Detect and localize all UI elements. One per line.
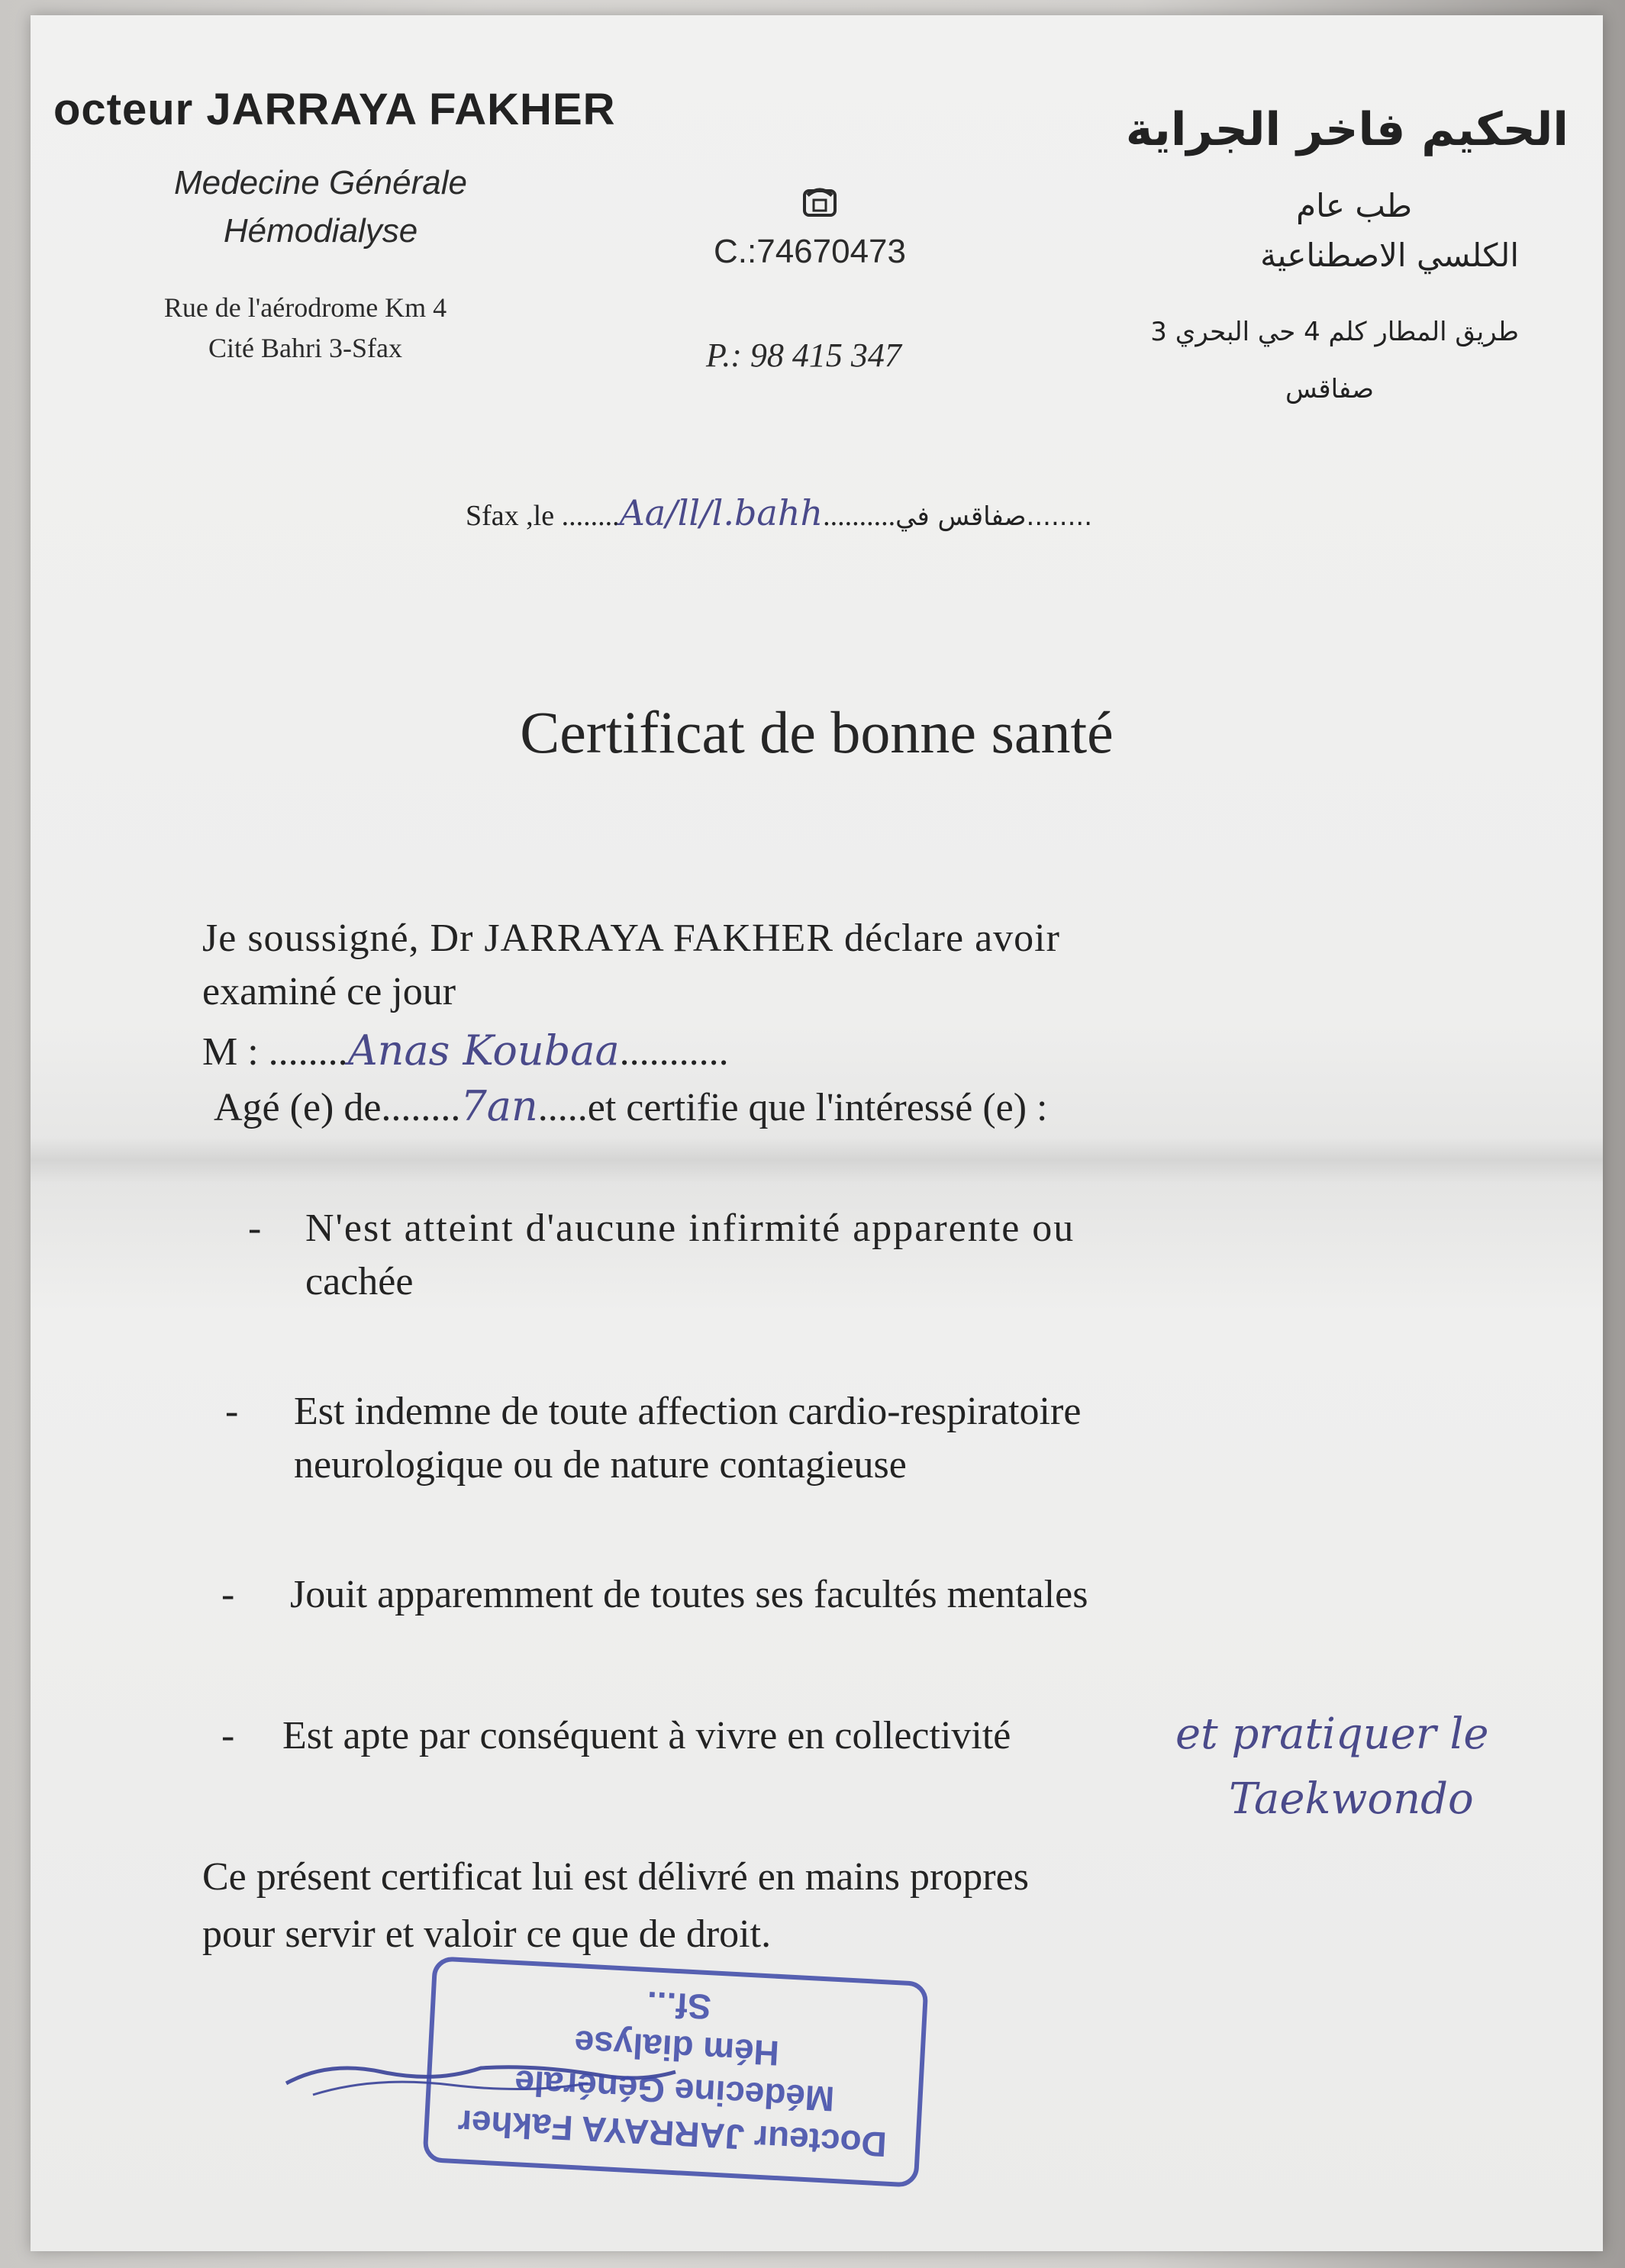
declaration-line-2: examiné ce jour [202, 970, 456, 1013]
age-prefix: Agé (e) de........ [214, 1086, 461, 1129]
date-suffix-arabic: صفاقس في........ [895, 501, 1093, 532]
address-line-1: Rue de l'aérodrome Km 4 [163, 292, 447, 323]
bullet-1-line-1: N'est atteint d'aucune infirmité apparente ou [305, 1206, 1075, 1250]
bullet-3-line-1: Jouit apparemment de toutes ses facultés mentales [290, 1573, 1088, 1616]
patient-line [202, 1026, 729, 1074]
stamp-line-3: Hém dialyse [573, 2023, 781, 2074]
cabinet-phone: C.:74670473 [714, 233, 906, 270]
bullet-2-line-2: neurologique ou de nature contagieuse [294, 1443, 907, 1487]
stamp-line-1: Docteur JARRAYA Fakher [456, 2102, 888, 2165]
bullet-marker-3: - [221, 1573, 235, 1616]
closing-line-1: Ce présent certificat lui est délivré en mains propres [202, 1855, 1029, 1899]
closing-line-2: pour servir et valoir ce que de droit. [202, 1912, 772, 1956]
bullet-marker-4: - [221, 1714, 235, 1757]
patient-dots: ........... [619, 1030, 729, 1074]
bullet-marker-2: - [225, 1390, 239, 1433]
age-line [214, 1082, 1048, 1130]
age-handwritten: 7an [460, 1082, 538, 1130]
handwritten-note-line-1: et pratiquer le [1175, 1709, 1489, 1759]
declaration-line-1: Je soussigné, Dr JARRAYA FAKHER déclare avoir [202, 917, 1060, 960]
doctor-stamp [422, 1956, 928, 2188]
specialty-general: Medecine Générale [173, 164, 467, 201]
address-line-2: Cité Bahri 3-Sfax [208, 333, 402, 363]
specialty-hemodialysis: Hémodialyse [223, 212, 418, 250]
stamp-line-4: Sf... [646, 1983, 713, 2028]
handwritten-note-line-2: Taekwondo [1229, 1774, 1474, 1824]
date-line [466, 492, 1092, 533]
bullet-1-line-2: cachée [305, 1260, 414, 1303]
doctor-name-arabic: الحكيم فاخر الجراية [1125, 103, 1569, 156]
bullet-4-line-1: Est apte par conséquent à vivre en collectivité [282, 1714, 1011, 1757]
patient-name-handwritten: Anas Koubaa [347, 1026, 620, 1074]
personal-phone: P.: 98 415 347 [706, 337, 901, 374]
date-prefix: Sfax ,le ........ [466, 500, 620, 532]
address-1-arabic: طريق المطار كلم 4 حي البحري 3 [1150, 317, 1519, 347]
age-suffix: .....et certifie que l'intéressé (e) : [537, 1086, 1048, 1129]
specialty-2-arabic: الكلسي الاصطناعية [1260, 237, 1519, 274]
paper-fold [31, 1137, 1603, 1183]
address-2-arabic: صفاقس [1285, 374, 1374, 404]
specialty-1-arabic: طب عام [1296, 187, 1412, 224]
telephone-icon [801, 185, 838, 218]
stamp-line-2: Médecine Générale [513, 2063, 836, 2119]
certificate-title: Certificat de bonne santé [520, 699, 1114, 765]
handwritten-date: Aa/ll/l.bahh [619, 492, 824, 533]
patient-label: M : ........ [202, 1030, 348, 1074]
certificate-page [31, 15, 1603, 2251]
doctor-name: octeur JARRAYA FAKHER [53, 85, 616, 134]
date-dots: .......... [823, 500, 896, 532]
bullet-marker-1: - [248, 1206, 262, 1250]
bullet-2-line-1: Est indemne de toute affection cardio-respiratoire [294, 1390, 1082, 1433]
